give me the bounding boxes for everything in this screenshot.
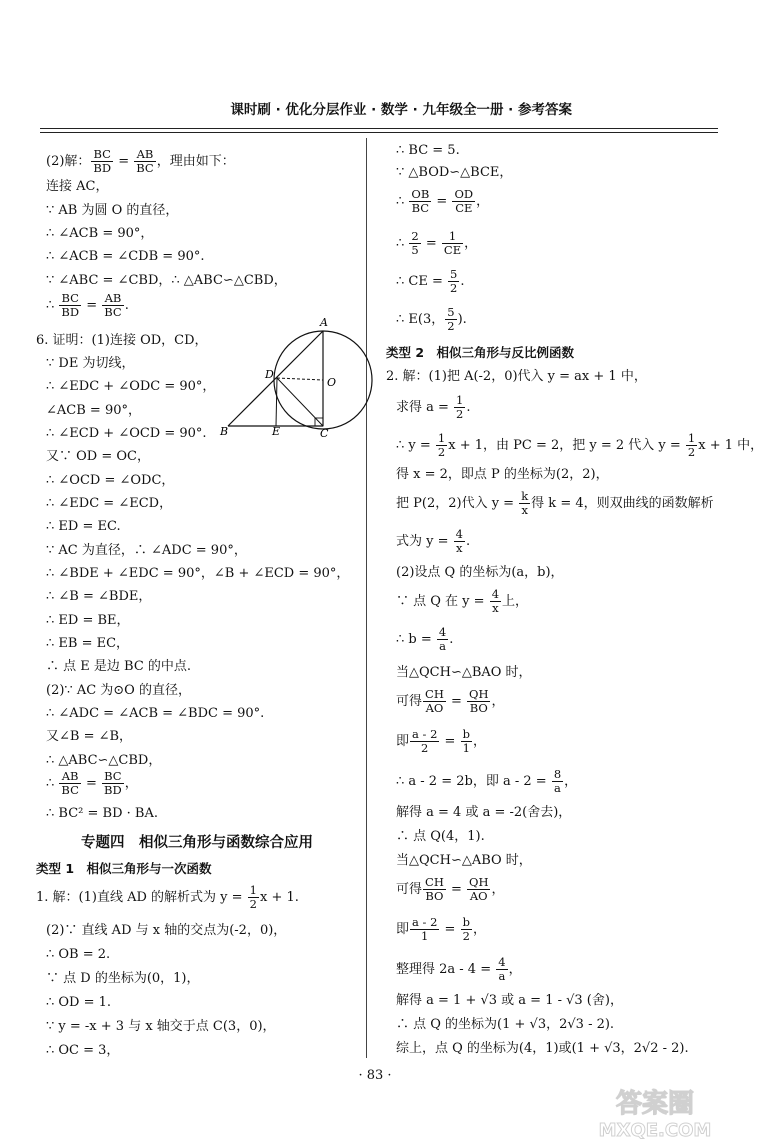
answer-line: 解得 a = 4 或 a = -2(舍去)， (396, 805, 572, 820)
answer-line: ∵ AB 为圆 O 的直径， (46, 203, 179, 218)
label-a: A (320, 316, 328, 329)
segment-od (277, 378, 323, 380)
watermark-text: 答案圈 (615, 1089, 695, 1119)
answer-line: ∴ E(3， $\frac{5}{2}$ ). (396, 305, 467, 333)
answer-line: 得 x = 2，即点 P 的坐标为(2，2)， (396, 467, 609, 482)
answer-line: ∴ a - 2 = 2b，即 a - 2 = $\frac{8}{a}$ ， (396, 767, 578, 795)
segment-de (276, 378, 277, 426)
answer-line: ∴ $\frac{BC}{BD}$ = $\frac{AB}{BC}$ . (46, 291, 129, 319)
answer-line: ∴ BC² = BD · BA. (46, 806, 158, 821)
answer-line: 即 $\frac{a - 2}{1}$ = $\frac{b}{2}$ ， (396, 915, 486, 943)
answer-line: ∴ ∠ADC = ∠ACB = ∠BDC = 90°. (46, 706, 265, 721)
geometry-figure (190, 188, 350, 438)
answer-line: ∴ $\frac{2}{5}$ = $\frac{1}{CE}$ ， (396, 229, 478, 257)
answer-line: 当△QCH∽△BAO 时， (396, 665, 532, 680)
answer-line: ∴ EB = EC， (46, 636, 130, 651)
answer-line: ∵ △BOD∽△BCE， (396, 165, 513, 180)
subsection-title: 类型 2 相似三角形与反比例函数 (386, 345, 575, 360)
answer-line: 2. 解：(1)把 A(-2，0)代入 y = ax + 1 中， (386, 369, 647, 384)
answer-line: ∴ 点 Q(4，1). (396, 829, 485, 844)
answer-line: ∴ 点 E 是边 BC 的中点. (46, 659, 192, 674)
answer-line: 求得 a = $\frac{1}{2}$ . (396, 393, 471, 421)
answer-line: 当△QCH∽△ABO 时， (396, 853, 532, 868)
answer-line: 式为 y = $\frac{4}{x}$ . (396, 527, 471, 555)
watermark-url: MXQE.COM (598, 1120, 712, 1141)
watermark-logo (580, 1082, 730, 1142)
answer-line: ∴ ∠ECD + ∠OCD = 90°. (46, 426, 207, 441)
answer-line: 综上，点 Q 的坐标为(4，1)或(1 + √3，2√2 - 2). (396, 1041, 689, 1056)
answer-line: (2)解： $\frac{BC}{BD}$ = $\frac{AB}{BC}$ ，理由如下： (46, 147, 235, 175)
answer-line: ∴ OD = 1. (46, 995, 112, 1010)
answer-line: ∴ ∠ACB = ∠CDB = 90°. (46, 249, 205, 264)
label-o: O (327, 376, 337, 389)
answer-line: ∵ DE 为切线， (46, 356, 135, 371)
column-divider (366, 138, 367, 1058)
subsection-title: 类型 1 相似三角形与一次函数 (36, 861, 212, 876)
answer-line: ∴ ED = BE， (46, 613, 130, 628)
answer-line: 把 P(2，2)代入 y = $\frac{k}{x}$ 得 k = 4，则双曲线的函数解析 (396, 489, 714, 517)
answer-line: ∴ ∠ACB = 90°， (46, 226, 154, 241)
answer-line: ∴ ∠EDC = ∠ECD， (46, 496, 173, 511)
answer-line: ∴ ∠BDE + ∠EDC = 90°，∠B + ∠ECD = 90°， (46, 566, 350, 581)
label-d: D (265, 368, 274, 381)
answer-line: 又∠B = ∠B， (46, 729, 133, 744)
answer-line: 整理得 2a - 4 = $\frac{4}{a}$ ， (396, 955, 522, 983)
answer-line: ∴ ∠OCD = ∠ODC， (46, 473, 175, 488)
label-e: E (272, 425, 281, 438)
answer-line: ∵ AC 为直径，∴ ∠ADC = 90°， (46, 543, 247, 558)
answer-line: ∴ b = $\frac{4}{a}$ . (396, 625, 454, 653)
section-title: 专题四 相似三角形与函数综合应用 (81, 835, 313, 851)
label-c: C (320, 427, 329, 440)
answer-line: 又∵ OD = OC， (46, 449, 150, 464)
answer-line: ∴ △ABC∽△CBD， (46, 753, 162, 768)
answer-line: 即 $\frac{a - 2}{2}$ = $\frac{b}{1}$ ， (396, 727, 486, 755)
label-b: B (220, 425, 229, 438)
answer-line: ∴ OC = 3， (46, 1043, 120, 1058)
answer-line: ∴ $\frac{OB}{BC}$ = $\frac{OD}{CE}$ ， (396, 187, 490, 215)
answer-line: 连接 AC， (46, 179, 109, 194)
answer-line: ∴ ED = EC. (46, 519, 121, 534)
answer-line: 解得 a = 1 + √3 或 a = 1 - √3 (舍)， (396, 993, 623, 1008)
answer-line: ∴ 点 Q 的坐标为(1 + √3，2√3 - 2). (396, 1017, 615, 1032)
answer-line: ∴ BC = 5. (396, 143, 460, 158)
header-rule-thin (40, 132, 718, 133)
page-number: · 83 · (358, 1068, 392, 1083)
header-rule-thick (40, 128, 718, 129)
answer-line: ∴ $\frac{AB}{BC}$ = $\frac{BC}{BD}$ ， (46, 769, 138, 797)
answer-line: ∴ ∠B = ∠BDE， (46, 589, 152, 604)
page-header: 课时刷 · 优化分层作业 · 数学 · 九年级全一册 · 参考答案 (230, 102, 572, 118)
answer-line: 6. 证明：(1)连接 OD，CD， (36, 333, 208, 348)
answer-line: 可得 $\frac{CH}{BO}$ = $\frac{QH}{AO}$ ， (396, 875, 505, 903)
answer-line: ∴ y = $\frac{1}{2}$ x + 1，由 PC = 2，把 y = 2 代入 y = $\frac{1}{2}$ x + 1 中， (396, 431, 763, 459)
answer-line: ∵ ∠ABC = ∠CBD，∴ △ABC∽△CBD， (46, 273, 287, 288)
answer-line: ∵ 点 Q 在 y = $\frac{4}{x}$ 上， (396, 587, 529, 615)
answer-line: ∵ 点 D 的坐标为(0，1)， (46, 971, 200, 986)
answer-line: ∠ACB = 90°， (46, 403, 141, 418)
answer-line: ∴ OB = 2. (46, 947, 111, 962)
answer-line: ∵ y = -x + 3 与 x 轴交于点 C(3，0)， (46, 1019, 276, 1034)
answer-line: (2)∵ AC 为⊙O 的直径， (46, 683, 191, 698)
answer-line: 1. 解：(1)直线 AD 的解析式为 y = $\frac{1}{2}$ x + 1. (36, 883, 299, 911)
answer-line: (2)∵ 直线 AD 与 x 轴的交点为(-2，0)， (46, 923, 287, 938)
answer-line: (2)设点 Q 的坐标为(a，b)， (396, 565, 564, 580)
answer-line: ∴ CE = $\frac{5}{2}$ . (396, 267, 465, 295)
answer-line: 可得 $\frac{CH}{AO}$ = $\frac{QH}{BO}$ ， (396, 687, 505, 715)
segment-dc (277, 378, 323, 426)
answer-line: ∴ ∠EDC + ∠ODC = 90°， (46, 379, 216, 394)
